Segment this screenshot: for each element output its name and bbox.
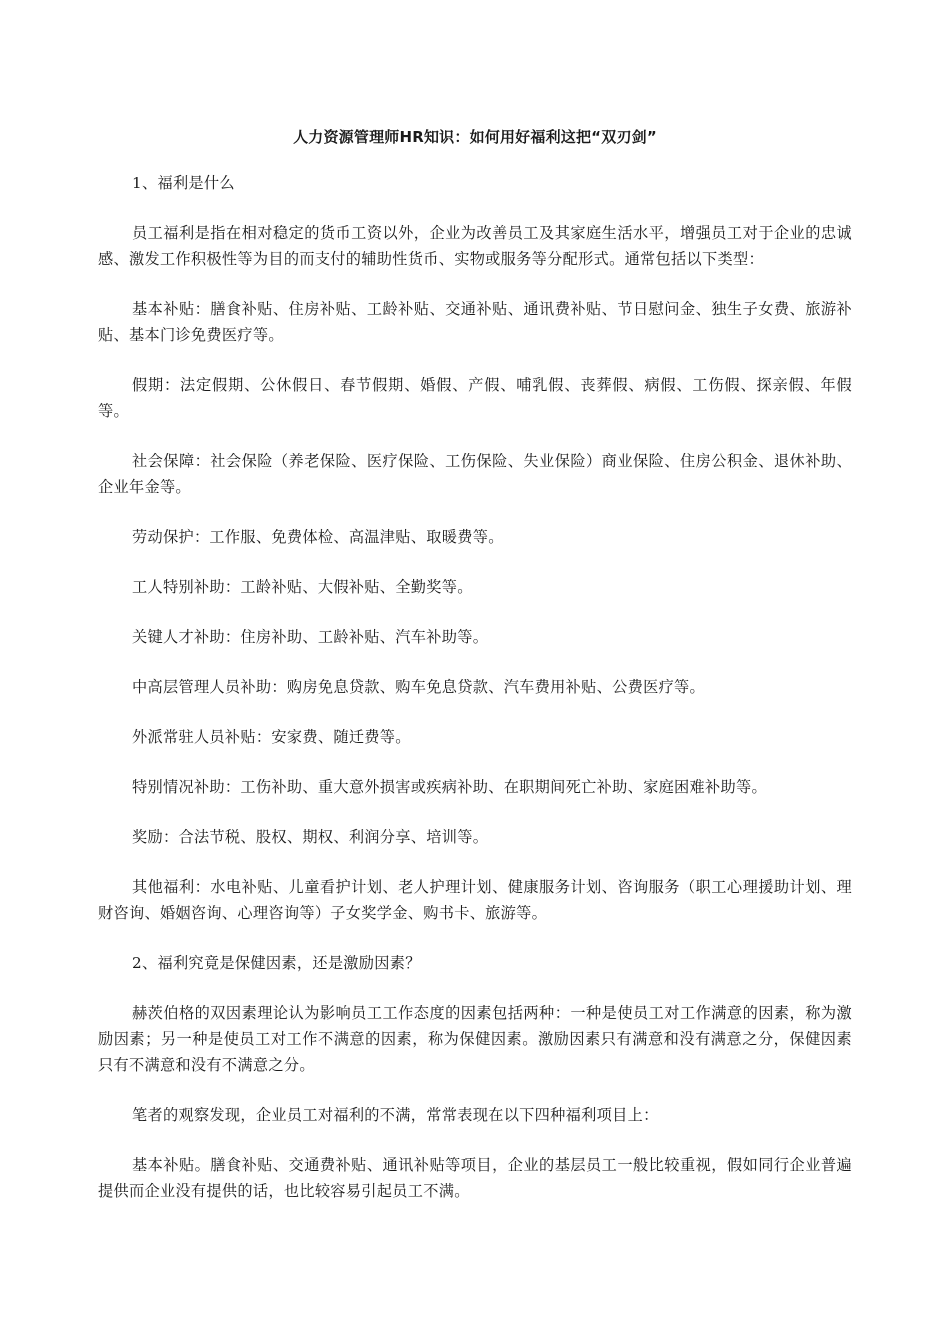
document-title: 人力资源管理师HR知识：如何用好福利这把“双刃剑”	[293, 128, 657, 146]
paragraph: 其他福利：水电补贴、儿童看护计划、老人护理计划、健康服务计划、咨询服务（职工心理援助计划、理财咨询、婚姻咨询、心理咨询等）子女奖学金、购书卡、旅游等。	[98, 878, 852, 922]
paragraph: 外派常驻人员补贴：安家费、随迁费等。	[132, 728, 411, 746]
paragraph: 赫茨伯格的双因素理论认为影响员工工作态度的因素包括两种：一种是使员工对工作满意的因素，称为激励因素；另一种是使员工对工作不满意的因素，称为保健因素。激励因素只有满意和没有满意之分，保健因素只有不满意和没有不满意之分。	[98, 1004, 852, 1074]
paragraph: 社会保障：社会保险（养老保险、医疗保险、工伤保险、失业保险）商业保险、住房公积金、退休补助、企业年金等。	[98, 452, 852, 496]
paragraph: 工人特别补助：工龄补贴、大假补贴、全勤奖等。	[132, 578, 473, 596]
section-heading: 1、福利是什么	[132, 174, 235, 192]
paragraph: 假期：法定假期、公休假日、春节假期、婚假、产假、哺乳假、丧葬假、病假、工伤假、探亲假、年假等。	[98, 376, 852, 420]
paragraph: 劳动保护：工作服、免费体检、高温津贴、取暖费等。	[132, 528, 504, 546]
paragraph: 中高层管理人员补助：购房免息贷款、购车免息贷款、汽车费用补贴、公费医疗等。	[132, 678, 706, 696]
section-heading: 2、福利究竟是保健因素，还是激励因素？	[132, 954, 421, 972]
document-body	[98, 170, 852, 1228]
paragraph: 基本补贴：膳食补贴、住房补贴、工龄补贴、交通补贴、通讯费补贴、节日慰问金、独生子女费、旅游补贴、基本门诊免费医疗等。	[98, 300, 852, 344]
paragraph: 基本补贴。膳食补贴、交通费补贴、通讯补贴等项目，企业的基层员工一般比较重视，假如同行企业普遍提供而企业没有提供的话，也比较容易引起员工不满。	[98, 1156, 852, 1200]
paragraph: 特别情况补助：工伤补助、重大意外损害或疾病补助、在职期间死亡补助、家庭困难补助等。	[132, 778, 767, 796]
paragraph: 笔者的观察发现，企业员工对福利的不满，常常表现在以下四种福利项目上：	[132, 1106, 659, 1124]
paragraph: 关键人才补助：住房补助、工龄补贴、汽车补助等。	[132, 628, 489, 646]
paragraph: 奖励：合法节税、股权、期权、利润分享、培训等。	[132, 828, 489, 846]
paragraph: 员工福利是指在相对稳定的货币工资以外，企业为改善员工及其家庭生活水平，增强员工对于企业的忠诚感、激发工作积极性等为目的而支付的辅助性货币、实物或服务等分配形式。通常包括以下类型：	[98, 224, 852, 268]
